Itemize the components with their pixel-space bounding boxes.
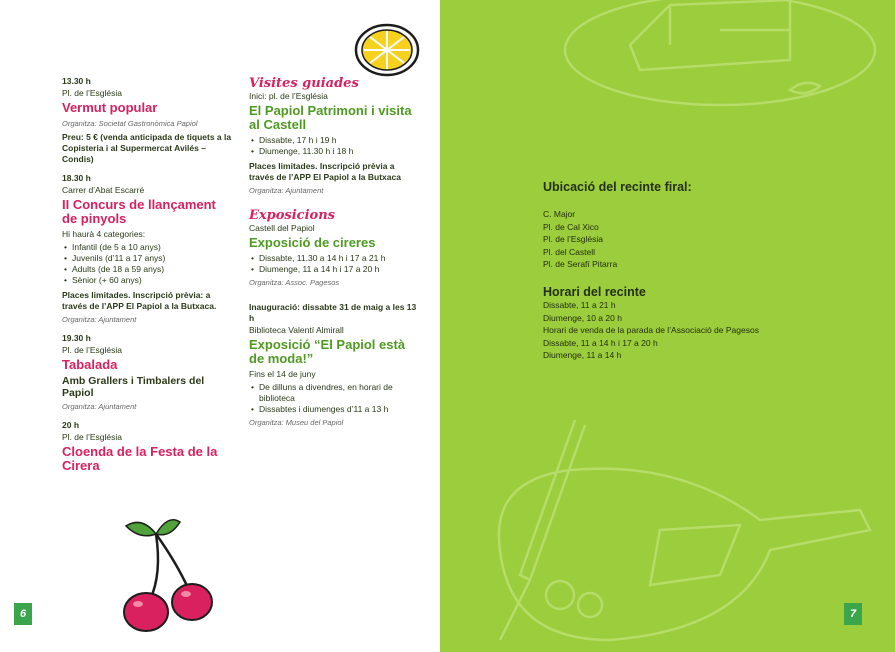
event-title: Exposició de cireres <box>249 235 376 250</box>
list-item: • Dissabtes i diumenges d’11 a 13 h <box>259 404 419 415</box>
list-item: Dissabte, 11 a 21 h <box>543 300 616 310</box>
event-note: Places limitades. Inscripció prèvia a través de l’APP El Papiol a la Butxaca <box>249 161 401 182</box>
cherries-icon <box>118 514 218 634</box>
section-visites <box>249 78 419 196</box>
event-place: Pl. de l’Església <box>62 88 123 98</box>
list-item: Diumenge, 10 a 20 h <box>543 312 622 323</box>
location-list <box>543 208 843 271</box>
left-page <box>0 0 440 652</box>
hours-heading: Horari del recinte <box>543 285 646 299</box>
event-time: 19.30 h <box>62 333 91 343</box>
list-item: • Dissabte, 11.30 a 14 h i 17 a 21 h <box>259 253 419 264</box>
section-heading: Exposicions <box>249 208 335 223</box>
event-vermut <box>62 76 232 165</box>
schedule-column-1 <box>62 76 232 481</box>
section-exposicions <box>249 210 419 428</box>
list-item: • Diumenge, 11.30 h i 18 h <box>259 146 419 157</box>
event-place: Inici: pl. de l’Església <box>249 91 328 101</box>
list-item: Pl. de Serafí Pitarra <box>543 259 618 269</box>
list-item: Pl. del Castell <box>543 246 595 257</box>
event-subtitle: Amb Grallers i Timbalers del Papiol <box>62 375 205 399</box>
event-organizer: Organitza: Ajuntament <box>62 315 137 324</box>
event-until: Fins el 14 de juny <box>249 369 316 379</box>
section-heading: Visites guiades <box>249 76 359 91</box>
schedule-list <box>249 135 419 157</box>
list-item: Horari de venda de la parada de l’Associació de Pagesos <box>543 325 759 335</box>
list-item: Dissabte, 11 a 14 h i 17 a 20 h <box>543 337 658 348</box>
hours-list <box>543 299 843 362</box>
list-item: • De dilluns a divendres, en horari de biblioteca <box>259 382 419 404</box>
event-title: Exposició “El Papiol està de moda!” <box>249 337 406 366</box>
event-time: 13.30 h <box>62 76 91 86</box>
location-heading: Ubicació del recinte firal: <box>543 180 692 194</box>
event-intro: Hi haurà 4 categories: <box>62 229 146 239</box>
event-organizer: Organitza: Societat Gastronòmica Papiol <box>62 119 198 128</box>
schedule-column-2 <box>249 78 419 436</box>
list-item: • Infantil (de 5 a 10 anys) <box>72 242 232 253</box>
event-title: II Concurs de llançament de pinyols <box>62 197 216 226</box>
event-organizer: Organitza: Museu del Papiol <box>249 418 344 427</box>
page-number-right: 7 <box>844 603 862 625</box>
category-list <box>62 242 232 286</box>
list-item: • Dissabte, 17 h i 19 h <box>259 135 419 146</box>
schedule-list <box>249 253 419 275</box>
cheese-plate-icon <box>550 0 880 120</box>
event-time: 18.30 h <box>62 173 91 183</box>
list-item: Diumenge, 11 a 14 h <box>543 350 622 360</box>
event-tabalada <box>62 333 232 412</box>
list-item: Pl. de Cal Xico <box>543 221 599 232</box>
event-organizer: Organitza: Assoc. Pagesos <box>249 278 340 287</box>
lemon-slice-icon <box>353 22 421 78</box>
event-title: Vermut popular <box>62 100 158 115</box>
list-item: Pl. de l’Església <box>543 234 604 244</box>
list-item: • Diumenge, 11 a 14 h i 17 a 20 h <box>259 264 419 275</box>
event-title: Tabalada <box>62 357 118 372</box>
page-number-left: 6 <box>14 603 32 625</box>
list-item: • Adults (de 18 a 59 anys) <box>72 264 232 275</box>
event-pinyols <box>62 173 232 325</box>
event-cloenda <box>62 420 232 473</box>
event-place: Pl. de l’Església <box>62 432 123 442</box>
cutting-board-icon <box>460 400 890 652</box>
event-organizer: Organitza: Ajuntament <box>62 402 137 411</box>
event-time: 20 h <box>62 420 80 430</box>
list-item: • Sènior (+ 60 anys) <box>72 275 232 286</box>
event-note: Places limitades. Inscripció prèvia: a través de l’APP El Papiol a la Butxaca. <box>62 290 217 311</box>
event-title: El Papiol Patrimoni i visita al Castell <box>249 103 412 132</box>
event-inauguration: Inauguració: dissabte 31 de maig a les 13 h <box>249 302 417 323</box>
event-price: Preu: 5 € (venda anticipada de tiquets a la Copisteria i al Supermercat Avilés – Condis) <box>62 132 232 164</box>
event-place: Castell del Papiol <box>249 223 315 233</box>
list-item: • Juvenils (d’11 a 17 anys) <box>72 253 232 264</box>
schedule-list <box>249 382 419 415</box>
event-place: Pl. de l’Església <box>62 345 123 355</box>
event-title: Cloenda de la Festa de la Cirera <box>62 444 218 473</box>
event-place: Biblioteca Valentí Almirall <box>249 325 344 335</box>
event-place: Carrer d’Abat Escarré <box>62 185 145 195</box>
list-item: C. Major <box>543 209 576 219</box>
event-organizer: Organitza: Ajuntament <box>249 186 324 195</box>
